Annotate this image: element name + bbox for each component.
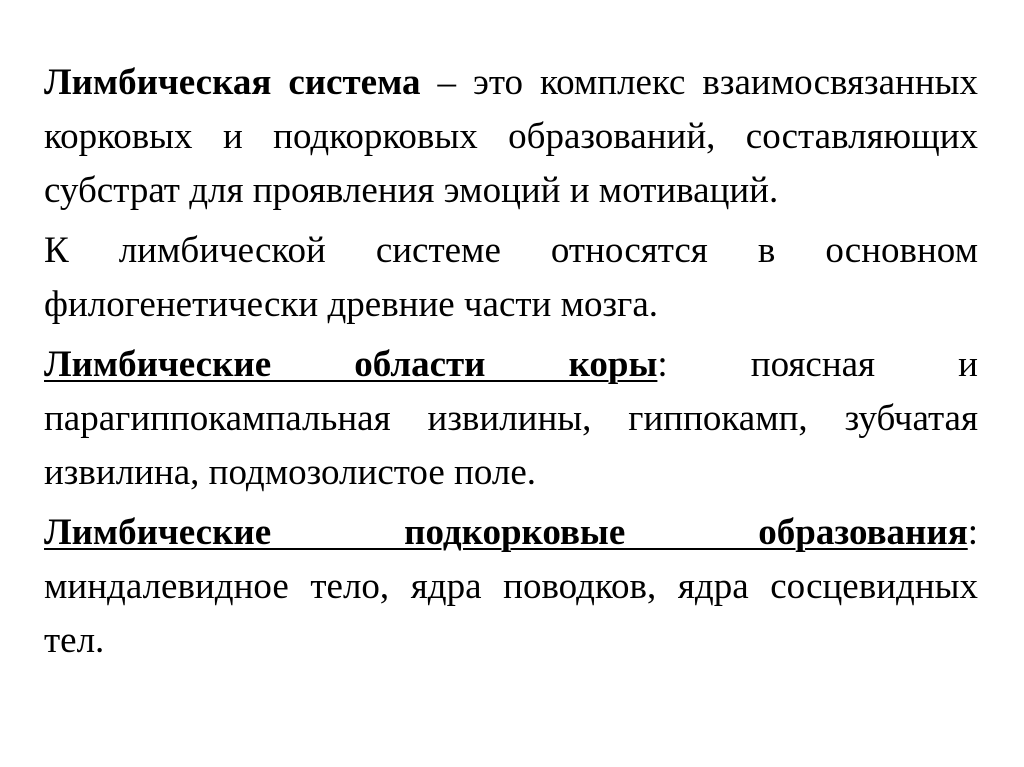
cortical-areas-colon: :	[657, 344, 668, 385]
limbic-system-term: Лимбическая система	[44, 62, 421, 103]
subcortical-paragraph	[44, 506, 978, 668]
slide-content	[44, 56, 978, 674]
subcortical-heading: Лимбические подкорковые образования	[44, 512, 968, 553]
cortical-areas-heading: Лимбические области коры	[44, 344, 658, 385]
cortical-areas-paragraph	[44, 338, 978, 500]
cortical-areas-text: поясная и парагиппокампальная извилины, гиппокамп, зубчатая извилина, подмозолистое поле.	[44, 344, 978, 493]
composition-text: К лимбической системе относятся в основном филогенетически древние части мозга.	[44, 230, 978, 325]
definition-text: – это комплекс взаимосвязанных корковых и подкорковых образований, составляющих субстрат для проявления эмоций и мотиваций.	[44, 62, 978, 211]
subcortical-colon: :	[967, 512, 978, 553]
composition-paragraph	[44, 224, 978, 332]
subcortical-text: миндалевидное тело, ядра поводков, ядра сосцевидных тел.	[44, 566, 978, 661]
definition-paragraph	[44, 56, 978, 218]
